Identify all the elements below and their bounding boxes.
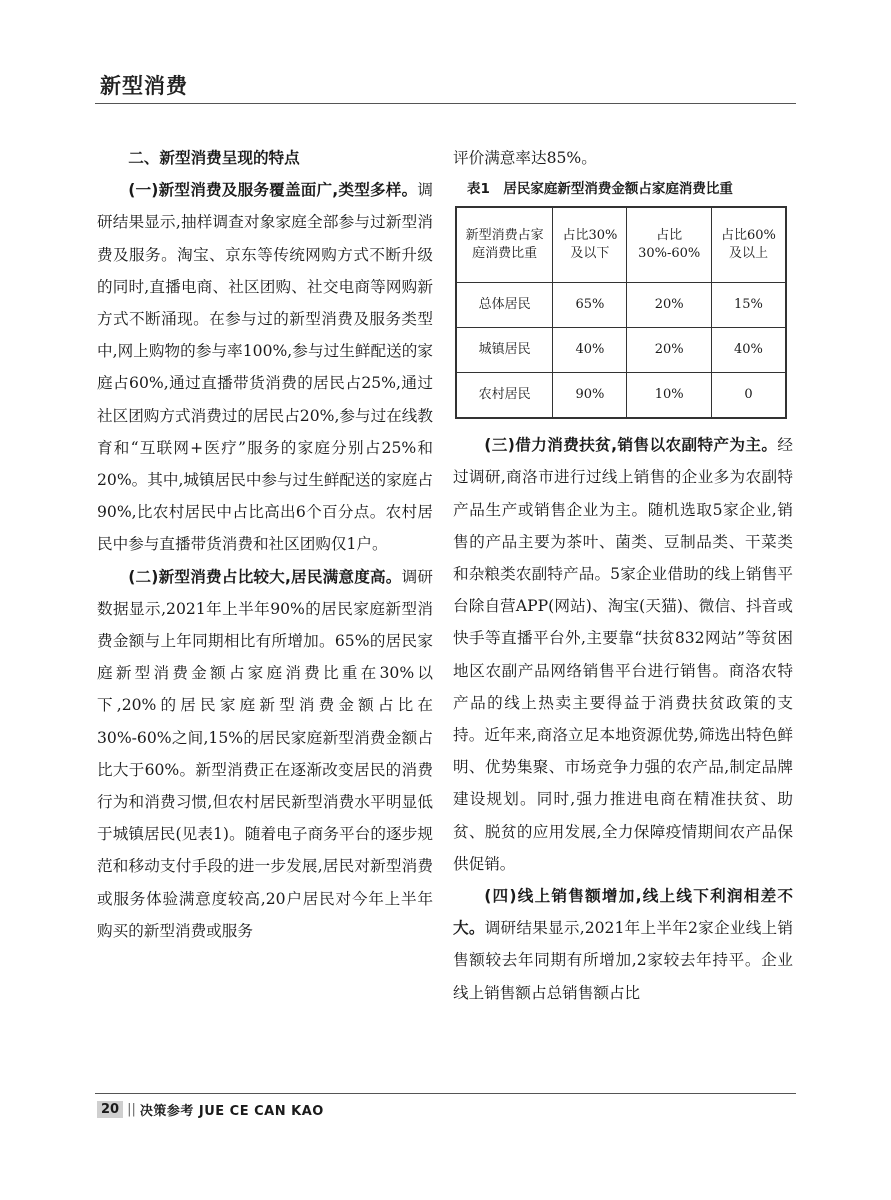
paragraph-2 [97,561,433,947]
header-title: 新型消费 [100,74,188,98]
table-cell: 城镇居民 [456,328,553,373]
table-row [456,373,786,419]
footer-rule [95,1093,796,1094]
table-header-row [456,207,786,283]
paragraph-4-lead: (四)线上销售额增加,线上线下利润相差不大。 [453,887,793,938]
left-column [97,142,433,947]
footer-separator: || [127,1102,136,1117]
paragraph-2-lead: (二)新型消费占比较大,居民满意度高。 [128,567,402,586]
table-row [456,328,786,373]
page-footer [97,1100,324,1119]
table-cell: 90% [553,373,627,419]
table-cell: 农村居民 [456,373,553,419]
paragraph-2-continued: 评价满意率达85%。 [453,149,597,167]
paragraph-3-lead: (三)借力消费扶贫,销售以农副特产为主。 [484,436,778,455]
page-number: 20 [97,1101,123,1118]
journal-name: 决策参考 JUE CE CAN KAO [139,1104,324,1119]
table-header-cell: 占比60%及以上 [711,207,786,283]
table-cell: 40% [553,328,627,373]
table-cell: 40% [711,328,786,373]
table-cell: 15% [711,283,786,328]
paragraph-4-text: 调研结果显示,2021年上半年2家企业线上销售额较去年同期有所增加,2家较去年持平。企业线上销售额占总销售额占比 [453,919,793,1002]
paragraph-1 [97,174,433,560]
header-rule [95,103,796,104]
table-cell: 20% [627,283,711,328]
table-cell: 20% [627,328,711,373]
table-header-cell: 占比30%-60% [627,207,711,283]
section-title: 二、新型消费呈现的特点 [128,149,300,167]
paragraph-3 [453,429,793,880]
table-header-cell: 占比30%及以下 [553,207,627,283]
paragraph-4 [453,880,793,1009]
paragraph-2-text: 调研数据显示,2021年上半年90%的居民家庭新型消费金额与上年同期相比有所增加。65%的居民家庭新型消费金额占家庭消费比重在30%以下,20%的居民家庭新型消费金额占比在30%-60%之间,15%的居民家庭新型消费金额占比大于60%。新型消费正在逐渐改变居民的消费行为和消费习惯,但农村居民新型消费水平明显低于城镇居民(见表1)。随着电子商务平台的逐步规范和移动支付手段的进一步发展,居民对新型消费或服务体验满意度较高,20户居民对今年上半年购买的新型消费或服务 [97,567,433,940]
paragraph-3-text: 经过调研,商洛市进行过线上销售的企业多为农副特产品生产或销售企业为主。随机选取5家企业,销售的产品主要为茶叶、菌类、豆制品类、干菜类和杂粮类农副特产品。5家企业借助的线上销售平台除自营APP(网站)、淘宝(天猫)、微信、抖音或快手等直播平台外,主要靠“扶贫832网站”等贫困地区农副产品网络销售平台进行销售。商洛农特产品的线上热卖主要得益于消费扶贫政策的支持。近年来,商洛立足本地资源优势,筛选出特色鲜明、优势集聚、市场竞争力强的农产品,制定品牌建设规划。同时,强力推进电商在精准扶贫、助贫、脱贫的应用发展,全力保障疫情期间农产品保供促销。 [453,436,793,873]
paragraph-1-lead: (一)新型消费及服务覆盖面广,类型多样。 [128,181,418,200]
table-row [456,283,786,328]
table-caption: 表1 居民家庭新型消费金额占家庭消费比重 [467,181,733,198]
table-cell: 总体居民 [456,283,553,328]
table-header-cell: 新型消费占家庭消费比重 [456,207,553,283]
table-cell: 0 [711,373,786,419]
consumption-share-table [455,206,787,419]
table-cell: 10% [627,373,711,419]
table-cell: 65% [553,283,627,328]
right-column [453,142,793,1009]
paragraph-1-text: 调研结果显示,抽样调查对象家庭全部参与过新型消费及服务。淘宝、京东等传统网购方式不断升级的同时,直播电商、社区团购、社交电商等网购新方式不断涌现。在参与过的新型消费及服务类型中,网上购物的参与率100%,参与过生鲜配送的家庭占60%,通过直播带货消费的居民占25%,通过社区团购方式消费过的居民占20%,参与过在线教育和“互联网+医疗”服务的家庭分别占25%和20%。其中,城镇居民中参与过生鲜配送的家庭占90%,比农村居民中占比高出6个百分点。农村居民中参与直播带货消费和社区团购仅1户。 [97,181,433,554]
